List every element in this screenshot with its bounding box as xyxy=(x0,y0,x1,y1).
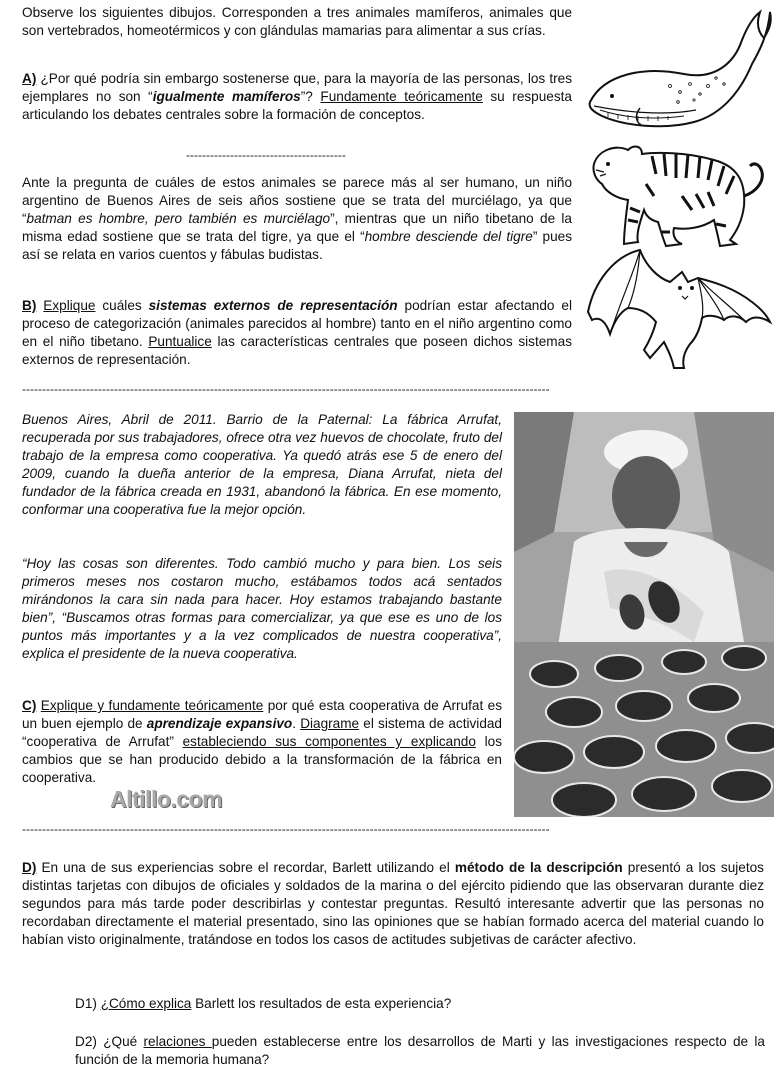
question-a-label: A) xyxy=(22,71,37,86)
question-a-text2: ”? xyxy=(300,89,321,104)
animals-text1: Ante la pregunta de cuáles de estos animales se parece más al ser humano, un niño argentino de Buenos Aires de seis años sostiene que se trata del murciélago, ya que “ xyxy=(22,175,572,226)
long-separator-1: ------------------------------------------------------------------------------------------------------------------------------------ xyxy=(22,382,550,396)
question-c-underline2: Diagrame xyxy=(300,716,360,731)
question-d2-text: pueden establecerse entre los desarrollos de Marti y las investigaciones respecto de la función de la memoria humana? xyxy=(75,1034,765,1067)
question-c xyxy=(22,697,502,787)
question-d1-prefix: D1) xyxy=(75,996,101,1011)
question-d1-underline: ¿Cómo explica xyxy=(100,996,192,1011)
question-c-underline3: estableciendo sus componentes y explicando xyxy=(182,734,476,749)
question-a-emphasis: igualmente mamíferos xyxy=(152,89,301,104)
question-d-label: D) xyxy=(22,860,37,875)
watermark: Altillo.com xyxy=(110,786,223,812)
question-b xyxy=(22,297,572,369)
question-b-underline1: Explique xyxy=(43,298,96,313)
question-d2-underline: relaciones xyxy=(143,1034,212,1049)
factory-worker-photo xyxy=(514,412,774,817)
question-b-emphasis: sistemas externos de representación xyxy=(148,298,398,313)
question-d-text1: En una de sus experiencias sobre el recordar, Barlett utilizando el xyxy=(36,860,455,875)
question-a-text: ¿Por qué podría sin embargo sostenerse que, para la mayoría de las personas, los tres ejemplares no son “ xyxy=(22,71,572,104)
question-d1-text: Barlett los resultados de esta experiencia? xyxy=(191,996,452,1011)
question-c-emphasis: aprendizaje expansivo xyxy=(146,716,293,731)
question-d-emphasis: método de la descripción xyxy=(454,860,623,875)
question-a-text3: su respuesta articulando los debates centrales sobre la formación de conceptos. xyxy=(22,89,572,122)
animals-quote2: hombre desciende del tigre xyxy=(364,229,533,244)
question-b-label: B) xyxy=(22,298,37,313)
long-separator-2: ------------------------------------------------------------------------------------------------------------------------------------ xyxy=(22,822,550,836)
question-b-text3: las características centrales que poseen dichos sistemas externos de representación. xyxy=(22,334,572,367)
animals-paragraph xyxy=(22,174,572,264)
question-a xyxy=(22,70,572,124)
question-c-text3: el sistema de actividad “cooperativa de Arrufat” xyxy=(22,716,502,749)
animals-text2: ”, mientras que un niño tibetano de la misma edad sostiene que se trata del tigre, ya que el “ xyxy=(22,211,572,244)
animals-text3: ” pues así se relata en varios cuentos y fábulas budistas. xyxy=(22,229,573,262)
news-paragraph-2: “Hoy las cosas son diferentes. Todo cambió mucho y para bien. Los seis primeros meses nos costaron mucho, estábamos todos acá sentados mirándonos la cara sin nada para hacer. Hoy estamos trabajando bastante bien”, “Buscamos otras formas para comercializar, ya que ese es uno de los puntos más importantes y a la vez complicados de nuestra cooperativa”, explica el presidente de la nueva cooperativa. xyxy=(22,556,502,661)
question-c-underline1: Explique y fundamente teóricamente xyxy=(40,698,264,713)
question-b-text2: podrían estar afectando el proceso de categorización (animales parecidos al hombre) tanto en el niño argentino como en el niño tibetano. xyxy=(22,298,572,349)
question-d2-prefix: D2) ¿Qué xyxy=(75,1034,144,1049)
question-c-label: C) xyxy=(22,698,37,713)
bat-icon xyxy=(584,242,774,372)
question-d xyxy=(22,859,764,949)
question-c-text4: los cambios que se han producido debido a la transformación de la fábrica en cooperativa. xyxy=(22,734,503,785)
question-b-underline2: Puntualice xyxy=(148,334,212,349)
short-separator: ---------------------------------------- xyxy=(186,148,346,162)
question-c-text1: por qué esta cooperativa de Arrufat es un buen ejemplo de xyxy=(22,698,503,731)
question-b-text1: cuáles xyxy=(95,298,149,313)
news-paragraph-1: Buenos Aires, Abril de 2011. Barrio de la Paternal: La fábrica Arrufat, recuperada por sus trabajadores, ofrece otra vez huevos de chocolate, fruto del trabajo de la empresa como cooperativa. Ya quedó atrás ese 5 de enero del 2009, cuando la dueña anterior de la empresa, Diana Arrufat, nieta del fundador de la fábrica creada en 1931, abandonó la fábrica. En ese momento, conformar una cooperativa fue la mejor opción. xyxy=(22,412,502,517)
intro-text: Observe los siguientes dibujos. Corresponden a tres animales mamíferos, animales que son vertebrados, homeotérmicos y con glándulas mamarias para alimentar a sus crías. xyxy=(22,5,572,38)
animals-quote1: batman es hombre, pero también es murciélago xyxy=(26,211,331,226)
question-d2 xyxy=(75,1033,765,1069)
question-c-text2: . xyxy=(292,716,301,731)
question-d-text2: presentó a los sujetos distintas tarjetas con dibujos de oficiales y soldados de la marina o del ejército pidiendo que las observaran durante diez segundos para más tarde poder describirlas y contestar preguntas. Resultó interesante advertir que las personas no recordaban directamente el material presentado, sino las opiniones que se habían formado acerca del material cuando lo habían visto originalmente, tratándose en todos los casos de actitudes subjetivas de carácter afectivo. xyxy=(22,860,764,947)
question-a-underline: Fundamente teóricamente xyxy=(320,89,483,104)
question-d1 xyxy=(75,995,765,1013)
whale-icon xyxy=(584,4,774,132)
tiger-icon xyxy=(586,136,772,254)
